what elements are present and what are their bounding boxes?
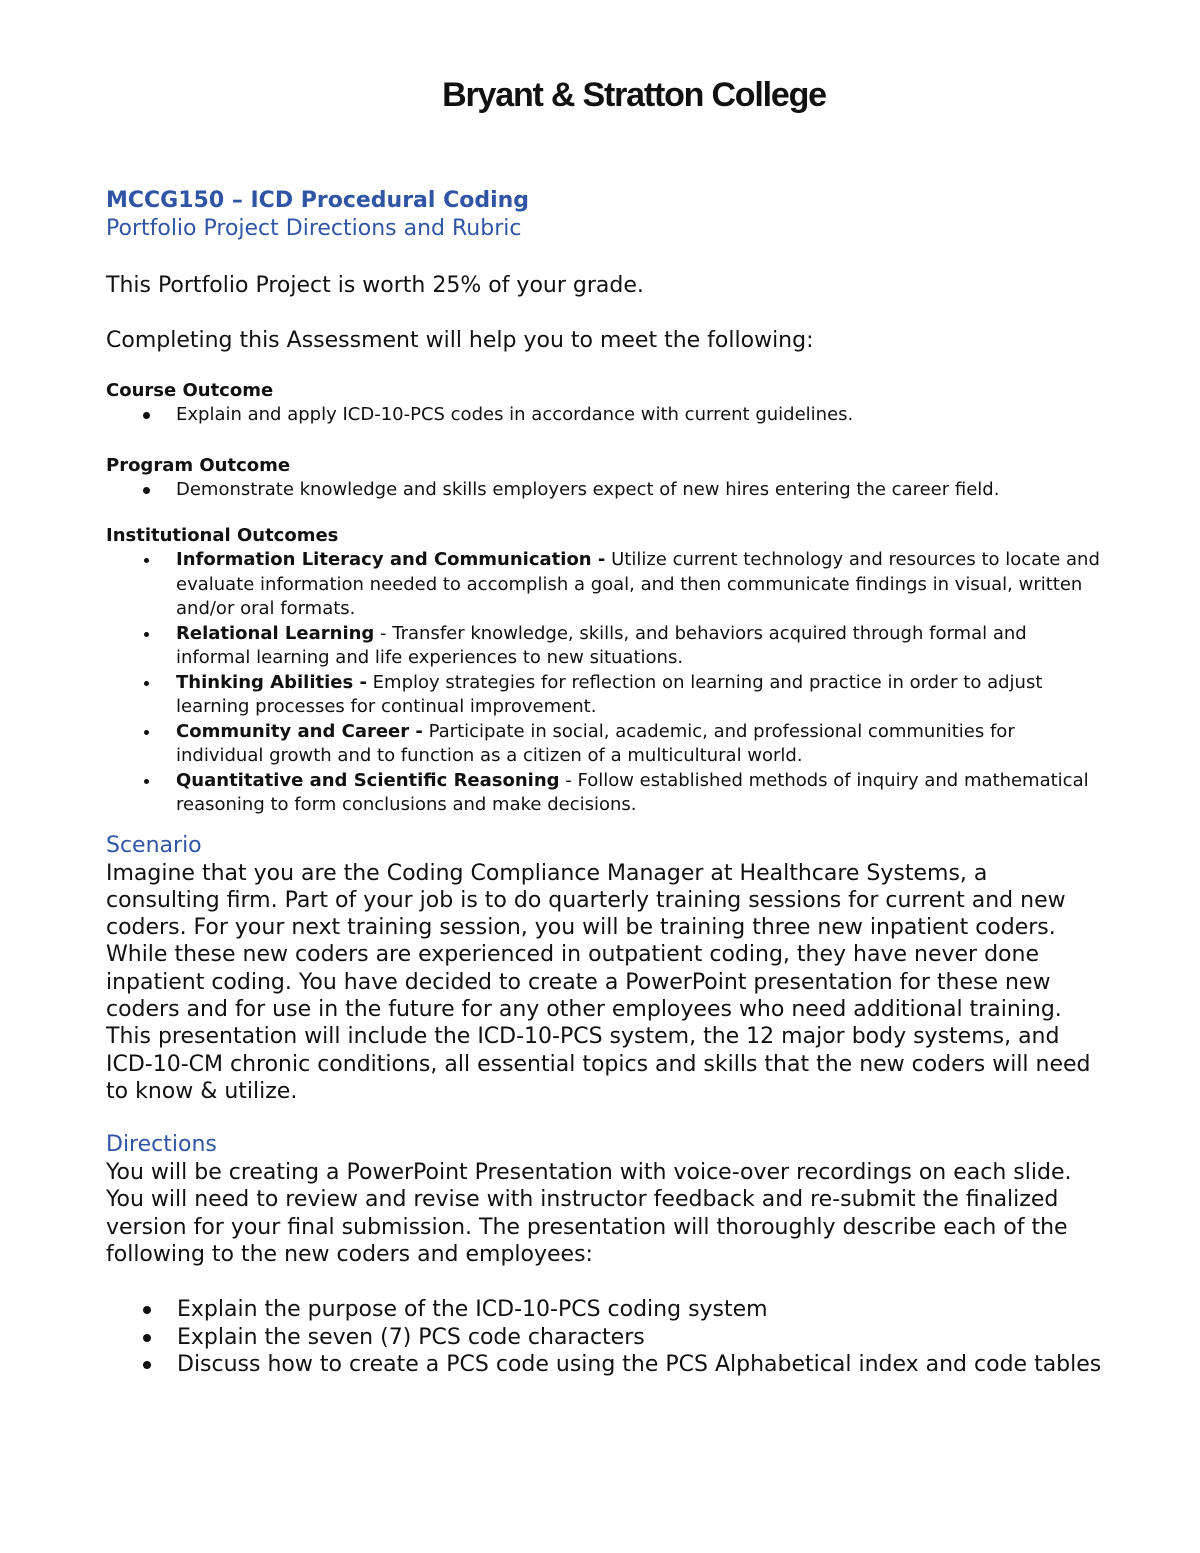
- course-outcome-heading: Course Outcome: [106, 380, 274, 401]
- program-outcome-list: [106, 478, 1106, 503]
- list-item: [106, 671, 1106, 720]
- list-item: Explain the purpose of the ICD-10-PCS coding system: [106, 1296, 1106, 1323]
- outcome-text: Participate in social, academic, and professional communities for individual growth and to function as a citizen of a multicultural world.: [176, 720, 1015, 766]
- institutional-outcomes-list: [106, 548, 1106, 818]
- outcome-title: Thinking Abilities -: [176, 671, 367, 693]
- course-subtitle: Portfolio Project Directions and Rubric: [106, 216, 522, 241]
- outcome-title: Relational Learning: [176, 622, 375, 644]
- course-outcome-list: [106, 403, 1106, 428]
- list-item: [106, 769, 1106, 818]
- outcome-text: Utilize current technology and resources to locate and evaluate information needed to accomplish a goal, and then communicate findings in visual, written and/or oral formats.: [176, 549, 1100, 619]
- directions-heading: Directions: [106, 1132, 217, 1158]
- directions-text: You will be creating a PowerPoint Presentation with voice-over recordings on each slide. You will need to review and revise with instructor feedback and re-submit the finalized version for your final submission. The presentation will thoroughly describe each of the following to the new coders and employees:: [106, 1160, 1072, 1268]
- assessment-intro-text: Completing this Assessment will help you to meet the following:: [106, 328, 814, 353]
- grade-weight-text: This Portfolio Project is worth 25% of your grade.: [106, 273, 644, 298]
- document-body: [106, 186, 1106, 1378]
- outcome-title: Information Literacy and Communication -: [176, 549, 606, 570]
- list-item: Demonstrate knowledge and skills employers expect of new hires entering the career field.: [106, 478, 1106, 503]
- list-item: [106, 720, 1106, 769]
- list-item: [106, 622, 1106, 671]
- list-item: Discuss how to create a PCS code using the PCS Alphabetical index and code tables: [106, 1351, 1106, 1378]
- course-title: MCCG150 – ICD Procedural Coding: [106, 188, 530, 213]
- scenario-text: Imagine that you are the Coding Compliance Manager at Healthcare Systems, a consulting firm. Part of your job is to do quarterly training sessions for current and new coders. For your next training session, you will be training three new inpatient coders. While these new coders are experienced in outpatient coding, they have never done inpatient coding. You have decided to create a PowerPoint presentation for these new coders and for use in the future for any other employees who need additional training. This presentation will include the ICD-10-PCS system, the 12 major body systems, and ICD-10-CM chronic conditions, all essential topics and skills that the new coders will need to know & utilize.: [106, 860, 1091, 1104]
- outcome-text: - Follow established methods of inquiry and mathematical reasoning to form conclusions and make decisions.: [176, 769, 1089, 815]
- institutional-outcomes-heading: Institutional Outcomes: [106, 525, 339, 546]
- directions-list: [106, 1296, 1106, 1378]
- outcome-title: Community and Career -: [176, 720, 423, 742]
- list-item: [106, 548, 1106, 622]
- scenario-heading: Scenario: [106, 832, 202, 858]
- outcome-title: Quantitative and Scientific Reasoning: [176, 769, 560, 791]
- program-outcome-heading: Program Outcome: [106, 454, 291, 476]
- college-logo: Bryant & Stratton College: [442, 76, 826, 114]
- list-item: Explain and apply ICD-10-PCS codes in accordance with current guidelines.: [106, 403, 1106, 428]
- list-item: Explain the seven (7) PCS code characters: [106, 1324, 1106, 1351]
- outcome-text: Employ strategies for reflection on learning and practice in order to adjust learning processes for continual improvement.: [176, 671, 1043, 717]
- outcome-text: - Transfer knowledge, skills, and behaviors acquired through formal and informal learning and life experiences to new situations.: [176, 622, 1027, 668]
